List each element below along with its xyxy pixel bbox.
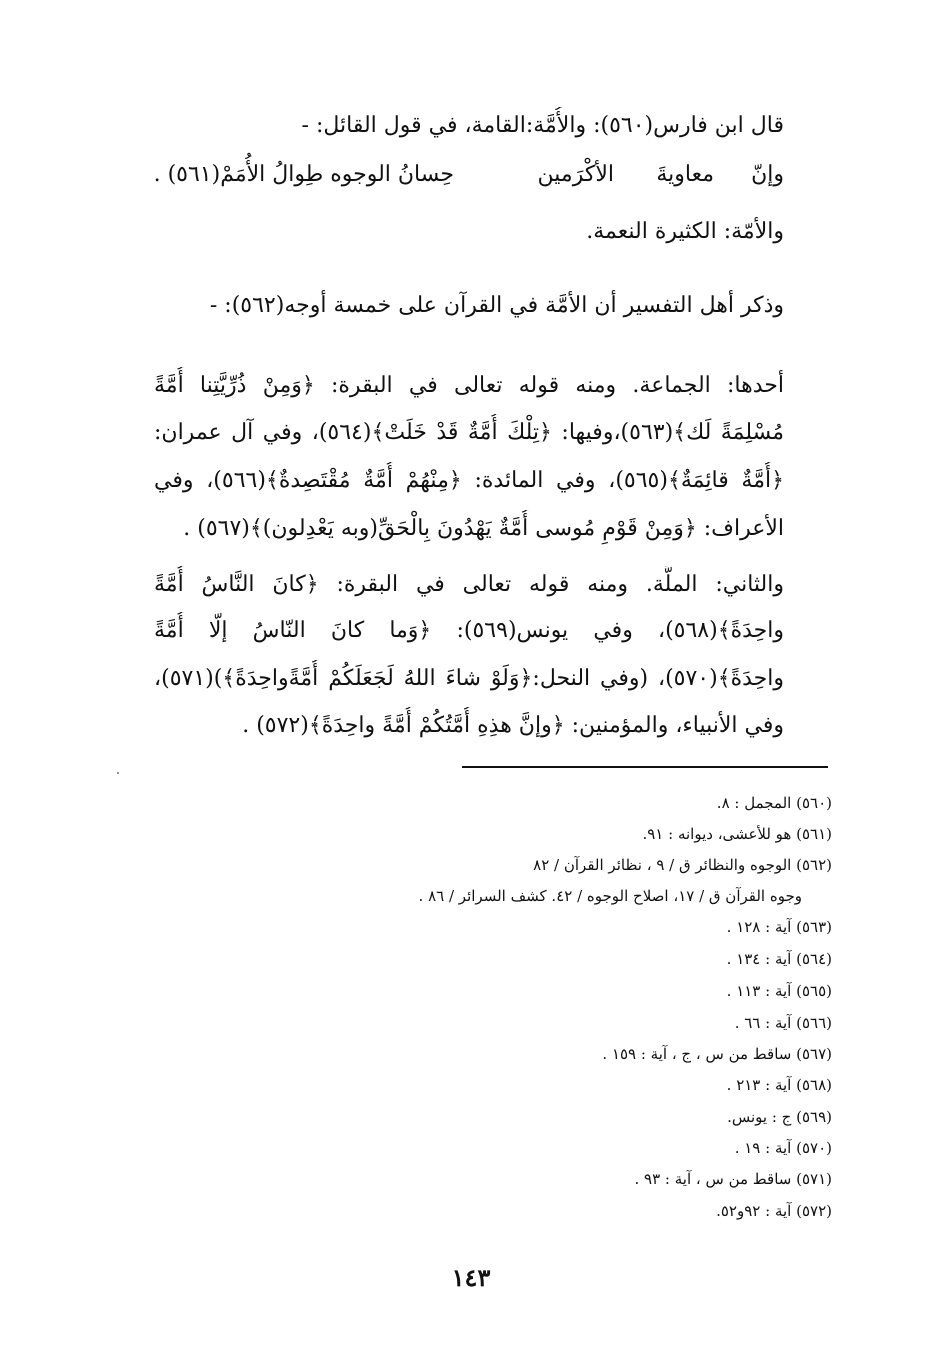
verse-word-1: وإنّ xyxy=(751,162,784,187)
para-second-line-1: والثاني: الملَّة. ومنه قوله تعالى في البقرة: ﴿كانَ النَّاسُ أُمَّةً xyxy=(154,572,784,597)
footnote-571: (٥٧١) ساقط من س ، آية : ٩٣ . xyxy=(634,1170,832,1188)
para-second-line-2: واحِدَةً﴾(٥٦٨)، وفي يونس(٥٦٩): ﴿وَما كانَ النّاسُ إلّا أُمَّةً xyxy=(154,618,784,643)
tafsir-line: وذكر أهل التفسير أن الأمَّة في القرآن على خمسة أوجه(٥٦٢): - xyxy=(209,293,784,318)
verse-word-3: الأكْرَمين xyxy=(537,162,614,187)
poetry-verse xyxy=(154,156,784,194)
footnote-563: (٥٦٣) آية : ١٢٨ . xyxy=(726,918,832,936)
footnote-561: (٥٦١) هو للأعشى، ديوانه : ٩١. xyxy=(642,825,832,843)
footnote-567: (٥٦٧) ساقط من س ، ج ، آية : ١٥٩ . xyxy=(602,1045,832,1063)
verse-second-hemistich: حِسانُ الوجوه طِوالُ الأُمَمْ(٥٦١) . xyxy=(153,162,454,187)
footnote-570: (٥٧٠) آية : ١٩ . xyxy=(734,1139,832,1157)
para-second-line-3: واحِدَةً﴾(٥٧٠)، (وفي النحل:﴿وَلَوْ شاءَ اللهُ لَجَعَلَكُمْ أُمَّةًواحِدَةً﴾)(٥٧١)، xyxy=(154,666,784,691)
footnote-562: (٥٦٢) الوجوه والنظائر ق / ٩ ، نظائر القرآن / ٨٢ xyxy=(533,856,832,874)
para-second-line-4: وفي الأنبياء، والمؤمنين: ﴿وإنَّ هذِهِ أُمَّتُكُمْ أُمَّةً واحِدَةً﴾(٥٧٢) . xyxy=(242,713,784,738)
footnote-562-continued: وجوه القرآن ق / ١٧، اصلاح الوجوه / ٤٢. كشف السرائر / ٨٦ . xyxy=(418,887,802,905)
intro-line: قال ابن فارس(٥٦٠): والأُمَّة:القامة، في قول القائل: - xyxy=(301,113,784,138)
para-first-line-2: مُسْلِمَةً لَك﴾(٥٦٣)،وفيها: ﴿تِلْكَ أُمَّةٌ قَدْ خَلَتْ﴾(٥٦٤)، وفي آل عمران: xyxy=(154,420,784,445)
footnote-separator xyxy=(462,766,828,768)
footnote-568: (٥٦٨) آية : ٢١٣ . xyxy=(726,1076,832,1094)
page-number: ١٤٣ xyxy=(451,1263,491,1292)
footnote-565: (٥٦٥) آية : ١١٣ . xyxy=(726,982,832,1000)
footnote-564: (٥٦٤) آية : ١٣٤ . xyxy=(726,950,832,968)
scan-speck xyxy=(117,772,119,774)
verse-word-2: معاويةَ xyxy=(656,162,714,187)
footnote-569: (٥٦٩) ج : يونس. xyxy=(727,1108,832,1126)
footnote-560: (٥٦٠) المجمل : ٨. xyxy=(716,794,832,812)
footnote-572: (٥٧٢) آية : ٩٢و٥٢. xyxy=(716,1202,832,1220)
footnote-566: (٥٦٦) آية : ٦٦ . xyxy=(734,1014,832,1032)
blessing-line: والأمّة: الكثيرة النعمة. xyxy=(586,219,784,244)
para-first-line-3: ﴿أُمَّةٌ قائِمَةٌ﴾(٥٦٥)، وفي المائدة: ﴿مِنْهُمْ أُمَّةٌ مُقْتَصِدةٌ﴾(٥٦٦)، وفي xyxy=(154,468,784,493)
para-first-line-4: الأعراف: ﴿وَمِنْ قَوْمِ مُوسى أُمَّةٌ يَهْدُونَ بِالْحَقِّ(وبه يَعْدِلون)﴾(٥٦٧) . xyxy=(183,516,784,541)
para-first-line-1: أحدها: الجماعة. ومنه قوله تعالى في البقرة: ﴿وَمِنْ ذُرِّيَّتِنا أُمَّةً xyxy=(154,373,784,398)
